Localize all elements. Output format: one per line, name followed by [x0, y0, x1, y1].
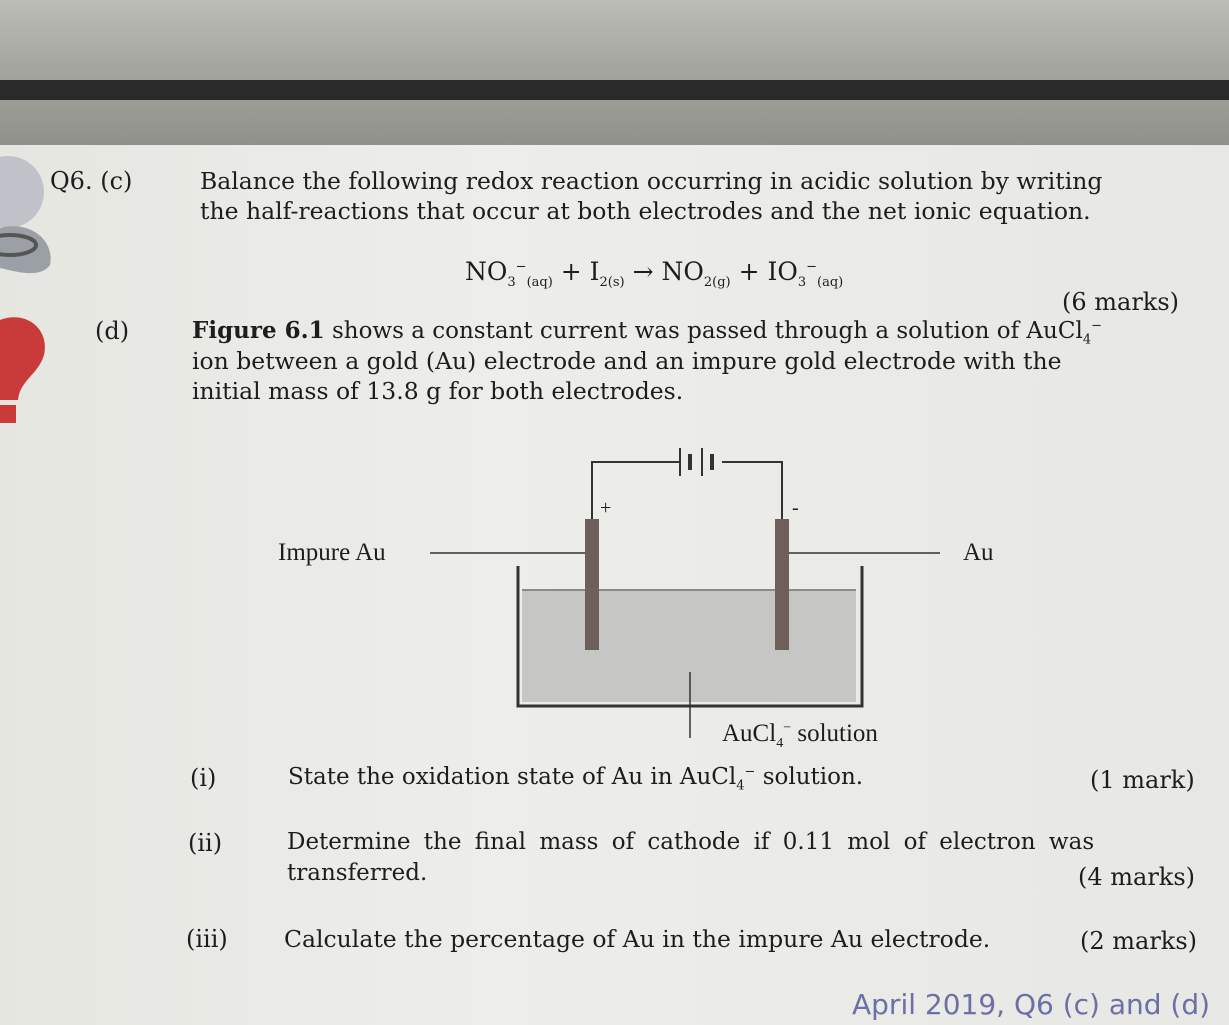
- label-solution: AuCl$_4$− solution: [722, 720, 878, 751]
- question-6c-line-1: Balance the following redox reaction occurring in acidic solution by writing: [200, 167, 1103, 195]
- aucl4-solution: [522, 590, 856, 702]
- label-impure-au: Impure Au: [278, 539, 386, 566]
- part-number-ii: (ii): [188, 829, 223, 857]
- part-iii-marks: (2 marks): [1080, 927, 1198, 955]
- product-no2: $NO_{2(g)}$: [661, 257, 731, 290]
- label-au: Au: [963, 539, 994, 566]
- part-iii-text: Calculate the percentage of Au in the impure Au electrode.: [284, 925, 991, 953]
- question-6d-line-1: Figure 6.1 shows a constant current was passed through a solution of AuCl$_4$−: [192, 317, 1102, 348]
- question-6c-line-2: the half-reactions that occur at both electrodes and the net ionic equation.: [200, 197, 1091, 225]
- impure-au-electrode: [585, 519, 599, 650]
- reactant-iodine: $I_{2(s)}$: [589, 257, 625, 290]
- label-cathode-sign: -: [792, 497, 799, 519]
- part-ii-text-line-2: transferred.: [287, 860, 428, 886]
- part-i-marks: (1 mark): [1090, 766, 1195, 794]
- part-number-i: (i): [190, 764, 217, 792]
- wire-right: [722, 462, 782, 520]
- question-label-6d: (d): [95, 317, 130, 345]
- marks-6c: (6 marks): [1062, 288, 1180, 316]
- plus-sign: +: [738, 257, 760, 286]
- reactant-nitrate: $NO_3^-_{(aq)}$: [465, 257, 553, 290]
- part-number-iii: (iii): [186, 925, 228, 953]
- source-footer: April 2019, Q6 (c) and (d): [852, 988, 1211, 1021]
- reaction-arrow: →: [632, 257, 654, 286]
- product-iodate: $IO_3^-_{(aq)}$: [767, 257, 844, 290]
- label-anode-sign: +: [600, 497, 612, 519]
- part-i-text: State the oxidation state of Au in AuCl$_4$− solution.: [288, 764, 864, 794]
- battery-icon: [680, 448, 712, 476]
- au-electrode: [775, 519, 789, 650]
- plus-sign: +: [560, 257, 582, 286]
- question-6d-line-3: initial mass of 13.8 g for both electrodes.: [192, 377, 684, 405]
- question-label-6c: Q6. (c): [50, 167, 133, 195]
- part-ii-text-line-1: Determine the final mass of cathode if 0.11 mol of electron was: [287, 829, 1095, 855]
- part-ii-marks: (4 marks): [1078, 863, 1196, 891]
- question-6d-line-2: ion between a gold (Au) electrode and an impure gold electrode with the: [192, 347, 1062, 375]
